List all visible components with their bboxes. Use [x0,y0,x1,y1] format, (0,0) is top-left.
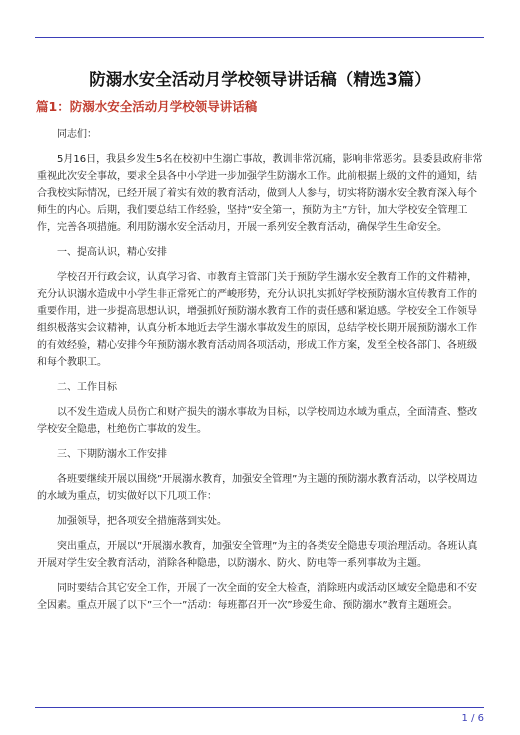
section-heading: 三、下期防溺水工作安排 [57,449,167,460]
body-paragraph: 5月16日，我县乡发生5名在校初中生溺亡事故，教训非常沉痛，影响非常恶劣。县委县政府非常重视此次安全事故，要求全县各中小学进一步加强学生防溺水工作。此前根据上级的文件的通知，结合我校实际情况，已经开展了着实有效的教育活动，做到人人参与，切实将防溺水安全教育深入每个师生的内心。后期，我们要总结工作经验，坚持”安全第一，预防为主”方针，加大学校安全管理工作，完善各项措施。利用防溺水安全活动月，开展一系列安全教育活动，确保学生生命安全。 [37,154,483,233]
body-paragraph: 同时要结合其它安全工作，开展了一次全面的安全大检查，消除班内或活动区域安全隐患和不安全因素。重点开展了以下”三个一”活动：每班都召开一次”珍爱生命、预防溺水”教育主题班会。 [37,583,477,611]
body-paragraph: 以不发生造成人员伤亡和财产损失的溺水事故为目标，以学校周边水域为重点，全面清查、整改学校安全隐患，杜绝伤亡事故的发生。 [37,407,477,435]
page-number: 1 / 6 [461,713,484,724]
section-heading: 一、提高认识，精心安排 [57,247,167,258]
document-title: 防溺水安全活动月学校领导讲话稿（精选3篇） [89,70,431,89]
section-heading: 二、工作目标 [57,382,117,393]
body-paragraph: 突出重点，开展以”开展溺水教育，加强安全管理”为主的各类安全隐患专项治理活动。各班认真开展对学生安全教育活动，消除各种隐患，以防溺水、防火、防电等一系列事故为主题。 [37,541,478,569]
salutation: 同志们： [57,129,97,140]
body-paragraph: 加强领导，把各项安全措施落到实处。 [57,516,227,527]
header-rule [35,37,484,38]
document-body [37,126,484,622]
body-paragraph: 各班要继续开展以围绕”开展溺水教育，加强安全管理”为主题的预防溺水教育活动，以学校周边的水域为重点，切实做好以下几项工作： [37,474,478,502]
footer-rule [35,707,484,708]
section-title: 篇1：防溺水安全活动月学校领导讲话稿 [36,99,258,114]
body-paragraph: 学校召开行政会议，认真学习省、市教育主管部门关于预防学生溺水安全教育工作的文件精神，充分认识溺水造成中小学生非正常死亡的严峻形势，充分认识扎实抓好学校预防溺水宣传教育工作的重要作用，进一步提高思想认识，增强抓好预防溺水教育工作的责任感和紧迫感。学校安全工作领导组织极落实会议精神，认真分析本地近去学生溺水事故发生的原因，总结学校长期开展预防溺水工作的有效经验，精心安排今年预防溺水教育活动周各项活动，形成工作方案，发至全校各部门、各班级和每个教职工。 [37,272,477,368]
